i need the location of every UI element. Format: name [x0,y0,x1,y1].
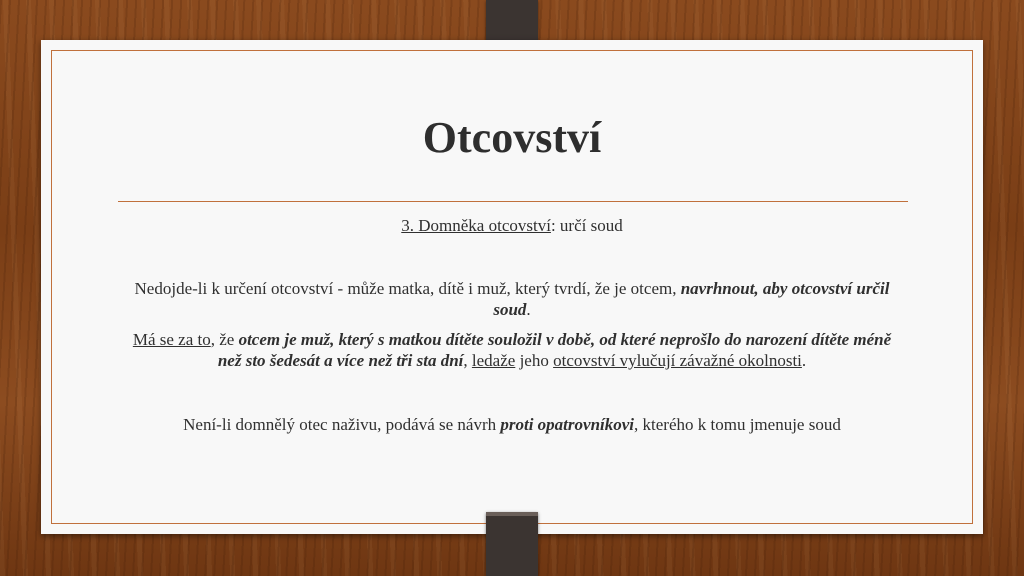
bottom-binder-clip [486,512,538,576]
unless-link[interactable]: ledaže [471,351,516,370]
assumption-link[interactable]: Má se za to [132,330,211,349]
assumption-emphasis: otcem je muž, který s matkou dítěte souložil v době, od které neprošlo do narození dítěte méně než sto šedesát a více než tři sta dní [217,330,892,370]
exclusion-link[interactable]: otcovství vylučují závažné okolnosti [553,351,802,370]
presumption-rest: : určí soud [550,216,623,235]
presumption-link[interactable]: 3. Domněka otcovství [401,216,551,235]
deceased-end: , kterého k tomu jmenuje soud [634,415,841,434]
slide-card [41,40,983,534]
paragraph-presumption [121,215,903,236]
determination-emphasis: navrhnout, aby otcovství určil soud [493,279,890,319]
assumption-end: . [801,351,807,370]
paragraph-assumption [121,329,903,371]
slide-title: Otcovství [422,113,602,162]
deceased-text: Není-li domnělý otec naživu, podává se návrh [183,415,501,434]
assumption-text-2: , [463,351,472,370]
assumption-text-1: , že [210,330,239,349]
assumption-text-3: jeho [515,351,554,370]
determination-text: Nedojde-li k určení otcovství - může matka, dítě i muž, který tvrdí, že je otcem, [134,279,681,298]
slide-body [121,215,903,435]
deceased-emphasis: proti opatrovníkovi [500,415,635,434]
paragraph-determination [121,278,903,320]
title-divider [118,201,908,202]
paragraph-deceased-father [121,414,903,435]
determination-end: . [526,300,531,319]
